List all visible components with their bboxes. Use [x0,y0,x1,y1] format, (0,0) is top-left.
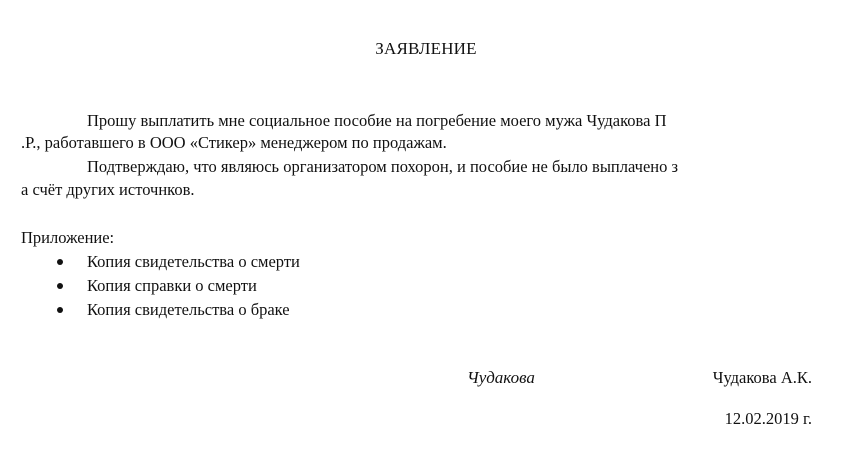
document-date: 12.02.2019 г. [724,409,812,428]
document-title: ЗАЯВЛЕНИЕ [375,39,477,58]
paragraph-2-line-1: Подтверждаю, что являюсь организатором похорон, и пособие не было выплачено з [87,157,679,176]
paragraph-1-line-1: Прошу выплатить мне социальное пособие на погребение моего мужа Чудакова П [87,111,667,130]
signer-name: Чудакова А.К. [712,368,812,387]
bullet-icon [57,283,63,289]
signature: Чудакова [467,368,535,387]
annex-item-text: Копия справки о смерти [87,276,257,295]
annex-item-text: Копия свидетельства о браке [87,300,290,319]
paragraph-2-line-2: а счёт других источнков. [21,180,195,199]
bullet-icon [57,259,63,265]
paragraph-1-line-2: .Р., работавшего в ООО «Стикер» менеджером по продажам. [21,133,447,152]
annex-item-text: Копия свидетельства о смерти [87,252,300,271]
annex-label: Приложение: [21,228,115,247]
bullet-icon [57,307,63,313]
